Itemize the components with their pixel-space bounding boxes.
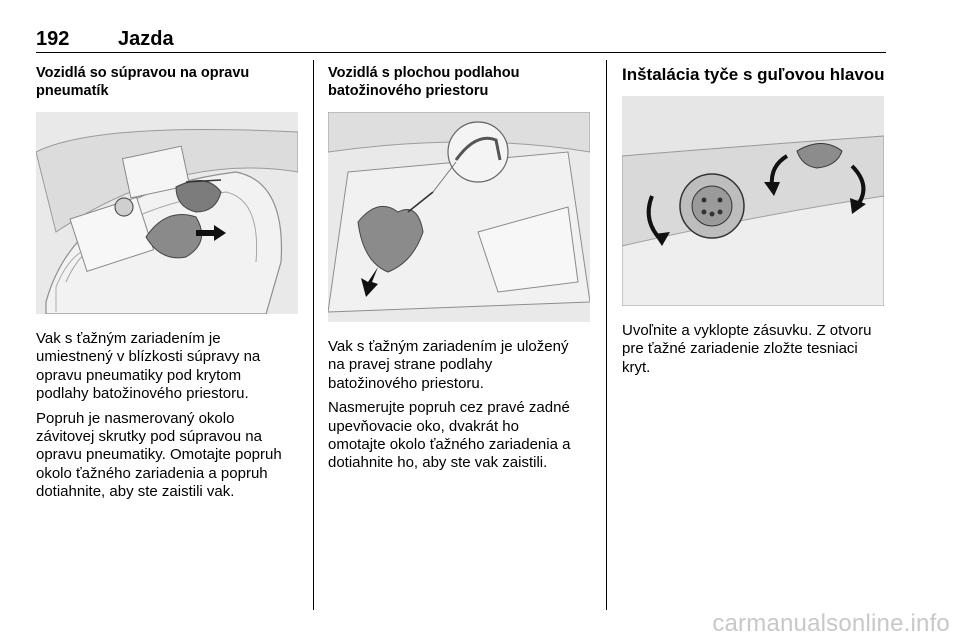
paragraph: Nasmerujte popruh cez pravé zadné upevňovacie oko, dvakrát ho omotajte okolo ťažného zariadenia a dotiahnite ho, aby ste vak zaistili. — [328, 399, 571, 472]
paragraph: Popruh je nasmerovaný okolo závitovej skrutky pod súpravou na opravu pneumatiky. Omotajte popruh okolo ťažného zariadenia a popruh dotiahnite, aby ste zaistili vak. — [36, 409, 282, 501]
paragraph: Vak s ťažným zariadením je umiestnený v blízkosti súpravy na opravu pneumatiky pod krytom podlahy batožinového priestoru. — [36, 330, 261, 403]
illustration-socket-cover — [622, 96, 884, 306]
subheading: Vozidlá so súpravou na opravu pneumatík — [36, 65, 250, 99]
illustration-tire-repair-kit — [36, 112, 298, 314]
illustration-flat-floor-cargo — [328, 112, 590, 322]
page-header — [36, 26, 886, 53]
column-2 — [328, 64, 590, 479]
column-3 — [622, 64, 886, 383]
paragraph: Uvoľnite a vyklopte zásuvku. Z otvoru pre ťažné zariadenie zložte tesniaci kryt. — [622, 322, 872, 376]
chapter-title: Jazda — [118, 28, 174, 50]
page-number: 192 — [36, 28, 70, 50]
column-divider — [606, 60, 607, 610]
section-heading: Inštalácia tyče s guľovou hlavou — [622, 65, 885, 84]
column-divider — [313, 60, 314, 610]
paragraph: Vak s ťažným zariadením je uložený na pravej strane podlahy batožinového priestoru. — [328, 338, 569, 392]
column-1 — [36, 64, 298, 508]
watermark: carmanualsonline.info — [712, 610, 950, 637]
subheading: Vozidlá s plochou podlahou batožinového priestoru — [328, 65, 520, 99]
